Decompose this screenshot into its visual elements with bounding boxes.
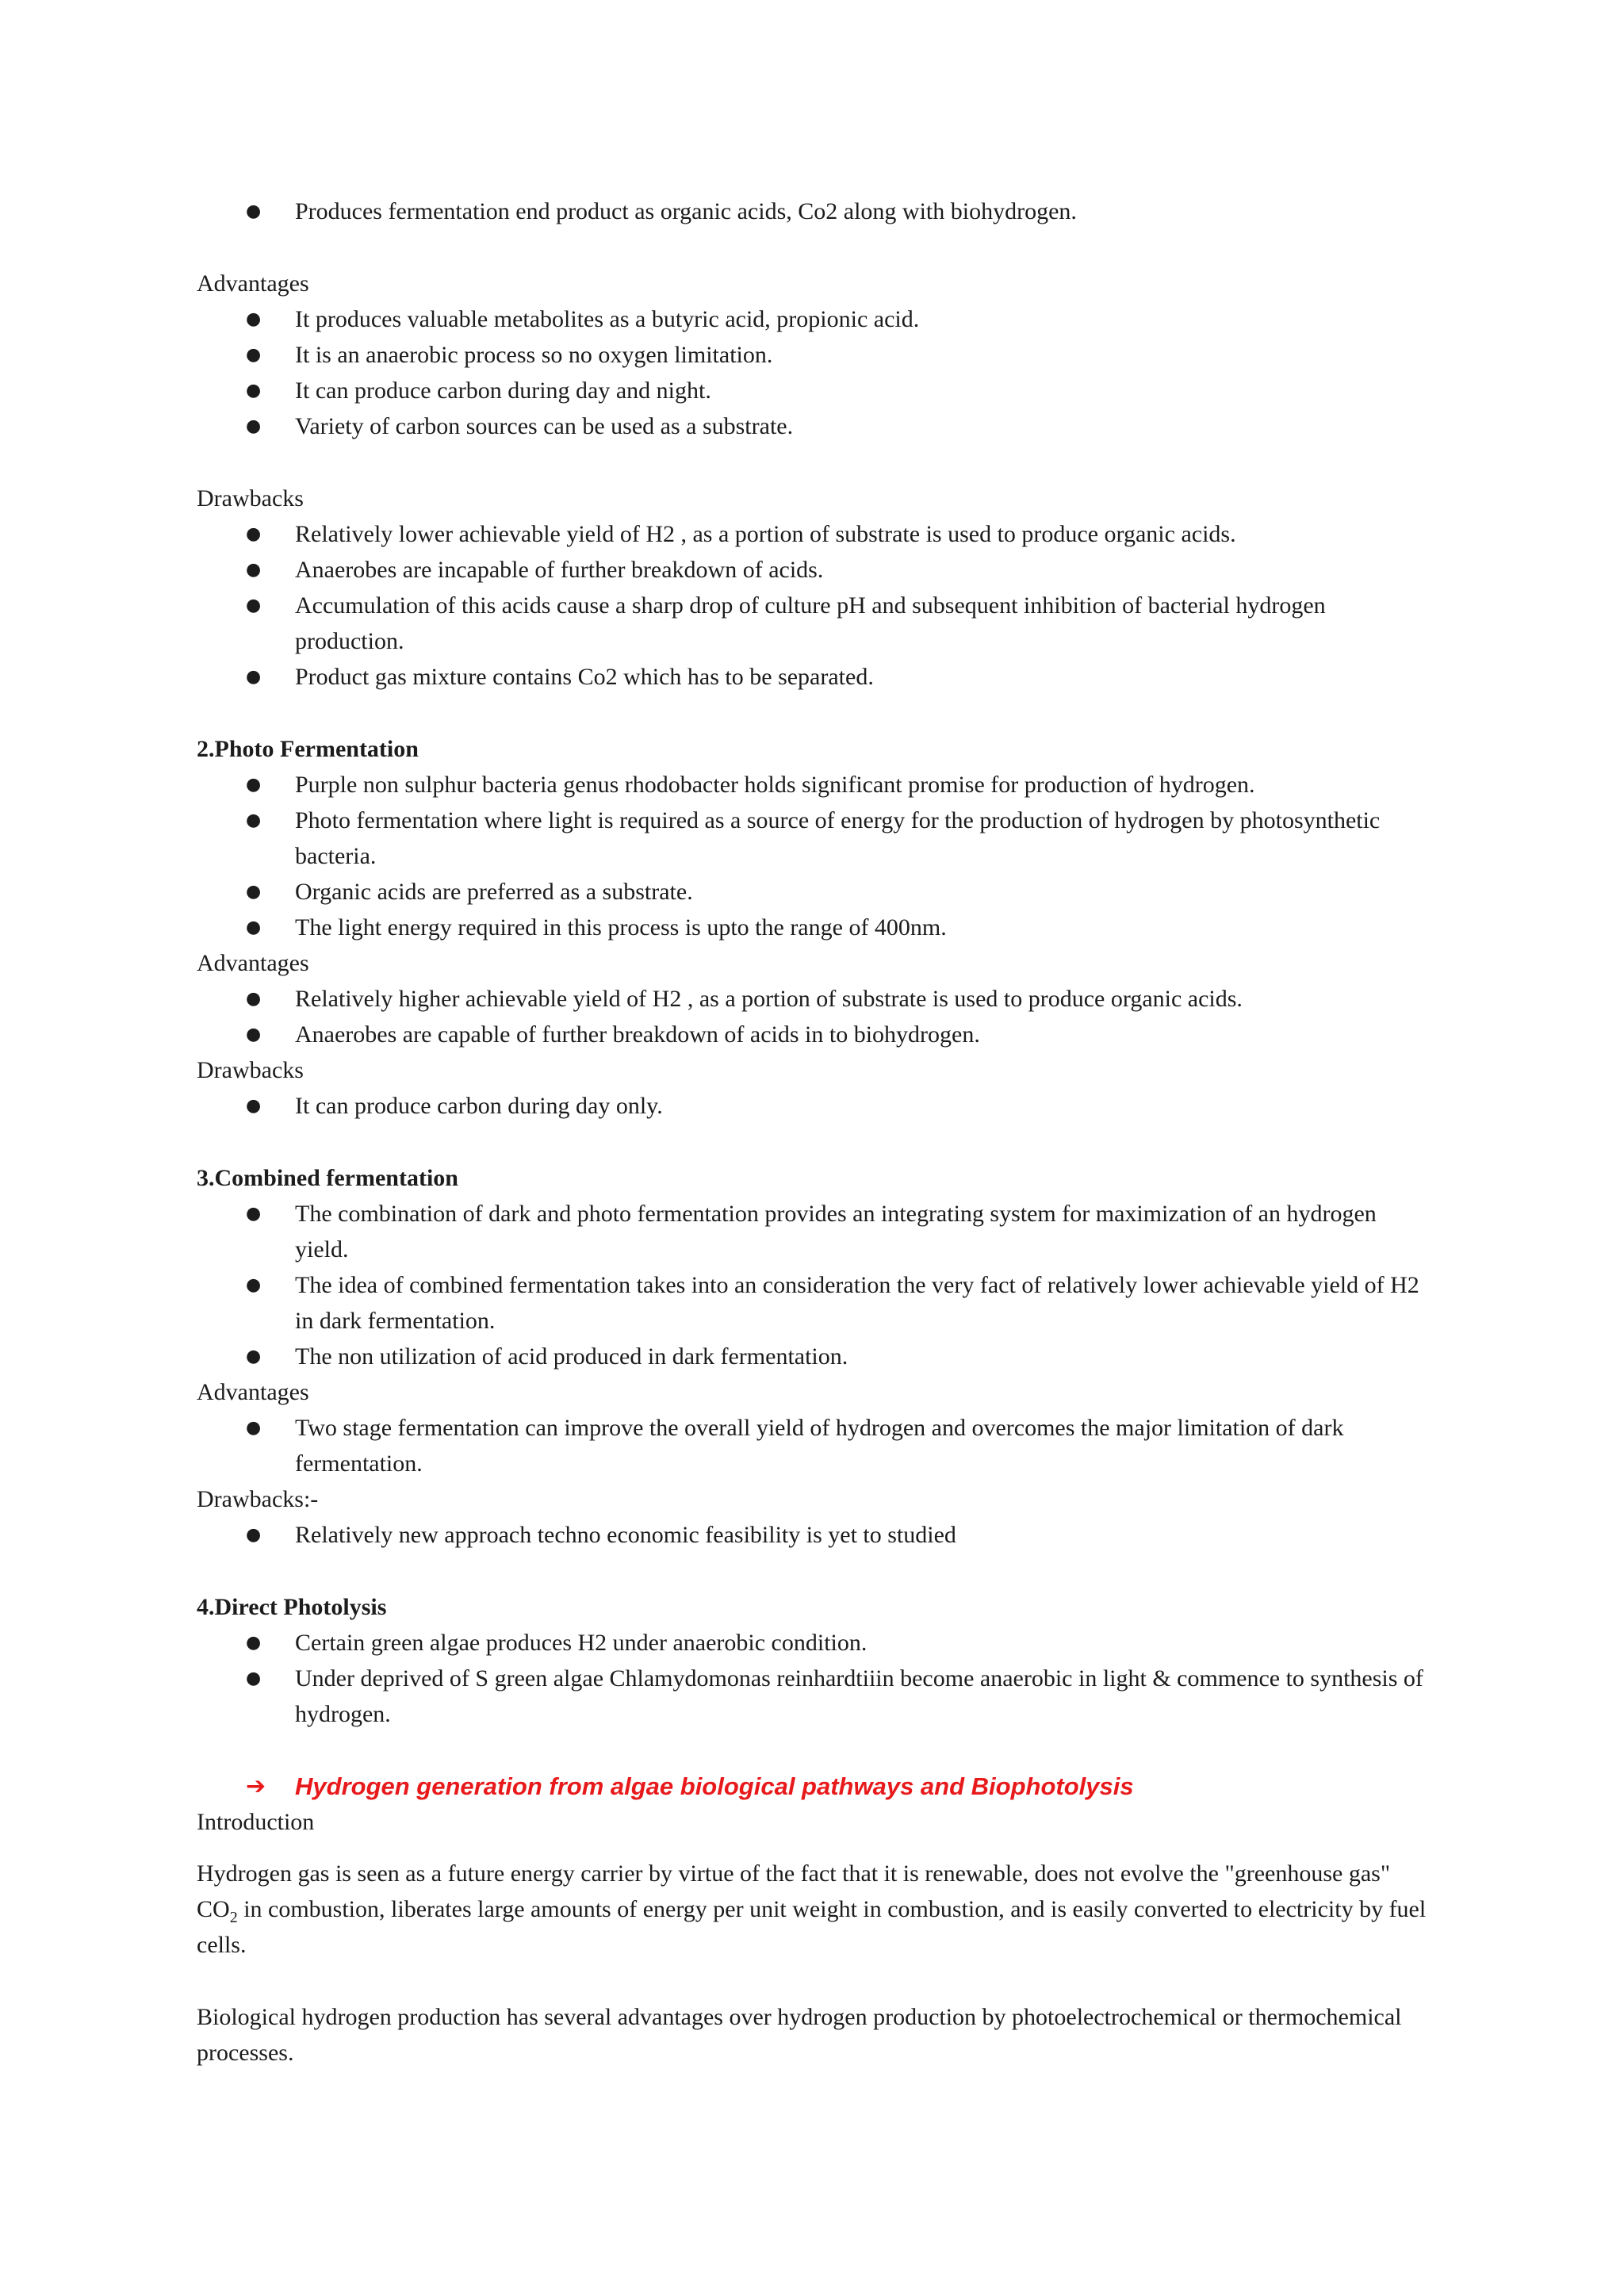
list-item: ● The non utilization of acid produced in dark fermentation. (197, 1339, 1434, 1374)
direct-photolysis-heading: 4.Direct Photolysis (197, 1594, 387, 1620)
photo-drawbacks-heading: Drawbacks (197, 1057, 304, 1083)
dark-advantages-heading: Advantages (197, 270, 309, 297)
dark-drawbacks-heading: Drawbacks (197, 485, 304, 511)
list-item: ● Relatively new approach techno economic feasibility is yet to studied (197, 1517, 1434, 1553)
list-item: ● Produces fermentation end product as organic acids, Co2 along with biohydrogen. (197, 193, 1434, 229)
intro-paragraph-1 (197, 1856, 1434, 1963)
list-item: ● It can produce carbon during day only. (197, 1088, 1434, 1124)
dark-drawbacks-list (197, 516, 1434, 695)
photo-advantages-heading: Advantages (197, 950, 309, 976)
photo-drawbacks-list (197, 1088, 1434, 1124)
introduction-heading: Introduction (197, 1809, 315, 1835)
list-item: ● Organic acids are preferred as a substrate. (197, 874, 1434, 910)
combined-advantages-list (197, 1410, 1434, 1481)
list-item: ● The light energy required in this process is upto the range of 400nm. (197, 910, 1434, 945)
list-item: ● The idea of combined fermentation takes into an consideration the very fact of relatively lower achievable yield of H2 in dark fermentation. (197, 1267, 1434, 1339)
intro-text-part-1: Hydrogen gas is seen as a future energy carrier by virtue of the fact that it is renewable, does not evolve the "greenhouse gas" CO (197, 1860, 1391, 1922)
top-bullet-list (197, 193, 1434, 229)
list-item: ● Certain green algae produces H2 under anaerobic condition. (197, 1625, 1434, 1661)
list-item: ● Anaerobes are capable of further breakdown of acids in to biohydrogen. (197, 1017, 1434, 1052)
callout-text: Hydrogen generation from algae biological pathways and Biophotolysis (295, 1772, 1134, 1800)
intro-text-part-2: in combustion, liberates large amounts of energy per unit weight in combustion, and is easily converted to electricity by fuel cells. (197, 1896, 1427, 1958)
list-item: ● It produces valuable metabolites as a butyric acid, propionic acid. (197, 301, 1434, 337)
combined-advantages-heading: Advantages (197, 1379, 309, 1405)
combined-drawbacks-heading: Drawbacks:- (197, 1486, 319, 1512)
list-item: ● It can produce carbon during day and night. (197, 373, 1434, 408)
section-callout-heading (197, 1768, 1434, 1804)
list-item: ● Product gas mixture contains Co2 which has to be separated. (197, 659, 1434, 695)
photo-advantages-list (197, 981, 1434, 1052)
list-item: ● Relatively lower achievable yield of H2 , as a portion of substrate is used to produce organic acids. (197, 516, 1434, 552)
list-item: ● It is an anaerobic process so no oxygen limitation. (197, 337, 1434, 373)
direct-points-list (197, 1625, 1434, 1732)
combined-points-list (197, 1196, 1434, 1374)
photo-fermentation-heading: 2.Photo Fermentation (197, 736, 419, 762)
co2-subscript: 2 (229, 1909, 238, 1926)
list-item: ● Accumulation of this acids cause a sharp drop of culture pH and subsequent inhibition of bacterial hydrogen production. (197, 588, 1434, 659)
list-item: ● Relatively higher achievable yield of H2 , as a portion of substrate is used to produce organic acids. (197, 981, 1434, 1017)
list-item: ● Under deprived of S green algae Chlamydomonas reinhardtiiin become anaerobic in light & commence to synthesis of hydrogen. (197, 1661, 1434, 1732)
list-item: ● Purple non sulphur bacteria genus rhodobacter holds significant promise for production of hydrogen. (197, 767, 1434, 803)
combined-drawbacks-list (197, 1517, 1434, 1553)
list-item: ● The combination of dark and photo fermentation provides an integrating system for maximization of an hydrogen yield. (197, 1196, 1434, 1267)
arrow-right-icon: ➔ (246, 1772, 266, 1800)
list-item: ● Anaerobes are incapable of further breakdown of acids. (197, 552, 1434, 588)
combined-fermentation-heading: 3.Combined fermentation (197, 1165, 458, 1191)
list-item: ● Photo fermentation where light is required as a source of energy for the production of hydrogen by photosynthetic bacteria. (197, 803, 1434, 874)
photo-points-list (197, 767, 1434, 945)
intro-paragraph-2: Biological hydrogen production has several advantages over hydrogen production by photoelectrochemical or thermochemical processes. (197, 2004, 1402, 2066)
list-item: ● Two stage fermentation can improve the overall yield of hydrogen and overcomes the major limitation of dark fermentation. (197, 1410, 1434, 1481)
dark-advantages-list (197, 301, 1434, 444)
list-item: ● Variety of carbon sources can be used as a substrate. (197, 408, 1434, 444)
page-content (197, 193, 1434, 2071)
